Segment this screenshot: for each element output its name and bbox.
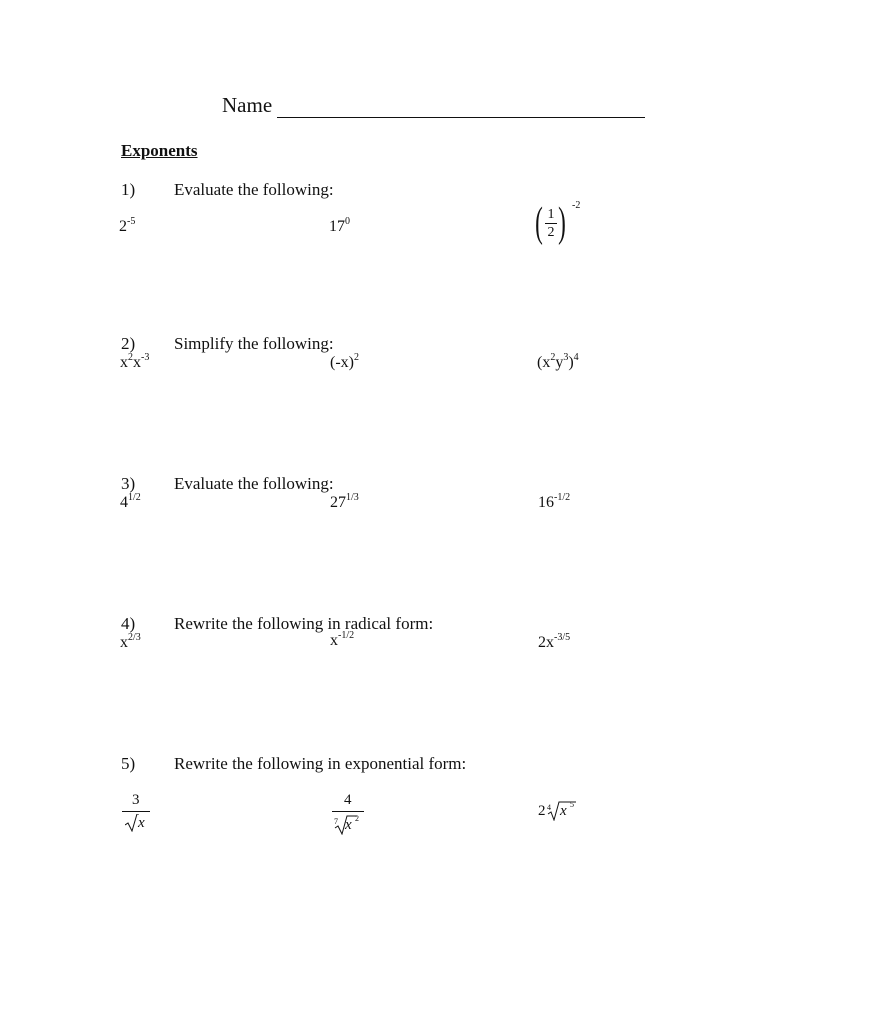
q5-a-radicand: x: [138, 815, 145, 831]
q2-item-a: [120, 354, 149, 372]
q5-a-radical-sign: [125, 814, 139, 832]
q1-c-left-paren: (: [535, 200, 543, 246]
q2-c-exp-1: 2: [550, 352, 556, 363]
q3-c-exponent: -1/2: [554, 492, 571, 503]
q2-c-exp-3: 4: [573, 352, 579, 363]
q5-c-radicand: x: [560, 803, 567, 819]
q2-b-base: (-x): [330, 354, 354, 371]
q3-a-exponent: 1/2: [128, 492, 141, 503]
q1-c-exponent: -2: [572, 200, 581, 211]
q4-item-a: [120, 634, 141, 652]
q5-item-a: [120, 792, 154, 838]
q5-item-c: [538, 800, 582, 824]
q5-b-numerator: 4: [344, 792, 352, 808]
q5-b-fraction-bar: [332, 811, 364, 812]
q1-c-right-paren: ): [558, 200, 566, 246]
q2-c-exp-2: 3: [563, 352, 569, 363]
question-5-instruction: Rewrite the following in exponential form:: [174, 754, 467, 773]
question-1-instruction: Evaluate the following:: [174, 180, 334, 199]
q1-c-fraction: [545, 207, 557, 242]
q4-b-exponent: -1/2: [338, 630, 355, 641]
q2-a-exp-1: 2: [128, 352, 133, 363]
question-1-number: 1): [121, 180, 136, 199]
q2-b-exponent: 2: [353, 352, 359, 363]
q4-c-base: 2x: [538, 634, 554, 651]
question-4-instruction: Rewrite the following in radical form:: [174, 614, 434, 633]
q3-c-base: 16: [538, 494, 554, 511]
q3-a-base: 4: [120, 494, 128, 511]
q4-b-base: x: [330, 632, 338, 649]
question-2-number: 2): [121, 334, 136, 353]
q5-c-radicand-exponent: 5: [570, 800, 574, 809]
q5-c-root-index: 4: [547, 803, 551, 812]
q5-b-root-index: 7: [334, 817, 338, 826]
q1-c-numerator: 1: [547, 207, 555, 222]
q2-item-c: [537, 354, 579, 372]
q1-c-denominator: 2: [547, 225, 555, 240]
section-heading: Exponents: [121, 141, 198, 160]
question-5-number: 5): [121, 754, 136, 773]
q2-a-base-1: x: [120, 354, 128, 371]
q1-item-c: [532, 200, 592, 252]
q2-a-exp-2: -3: [141, 352, 150, 363]
q1-a-exponent: -5: [127, 216, 136, 227]
q3-item-b: [330, 494, 359, 512]
name-label: Name: [222, 93, 273, 117]
q3-b-exponent: 1/3: [346, 492, 359, 503]
q5-b-radicand: x: [345, 817, 352, 833]
q1-a-base: 2: [119, 218, 127, 235]
q2-c-close: ): [568, 354, 574, 371]
question-4-number: 4): [121, 614, 136, 633]
q5-a-numerator: 3: [132, 792, 140, 808]
question-3-instruction: Evaluate the following:: [174, 474, 334, 493]
question-2-instruction: Simplify the following:: [174, 334, 334, 353]
q5-item-b: [330, 792, 370, 840]
q5-c-coefficient: 2: [538, 803, 546, 819]
q5-b-radicand-exponent: 2: [355, 814, 359, 823]
q2-c-mid: y: [555, 354, 564, 371]
q4-item-c: [538, 634, 570, 652]
question-3-number: 3): [121, 474, 136, 493]
q1-b-exponent: 0: [345, 216, 350, 227]
q1-b-base: 17: [329, 218, 345, 235]
q3-item-c: [538, 494, 570, 512]
q4-item-b: [330, 632, 354, 650]
q1-item-b: [329, 218, 350, 236]
q4-a-exponent: 2/3: [128, 632, 141, 643]
q4-a-base: x: [120, 634, 128, 651]
q4-c-exponent: -3/5: [554, 632, 571, 643]
q5-a-fraction-bar: [122, 811, 150, 812]
q2-c-open: (x: [537, 354, 551, 371]
q3-b-base: 27: [330, 494, 346, 511]
q3-item-a: [120, 494, 141, 512]
q1-item-a: [119, 218, 135, 236]
name-underline[interactable]: [277, 117, 645, 118]
q2-a-base-2: x: [133, 354, 141, 371]
q2-item-b: [330, 354, 359, 372]
